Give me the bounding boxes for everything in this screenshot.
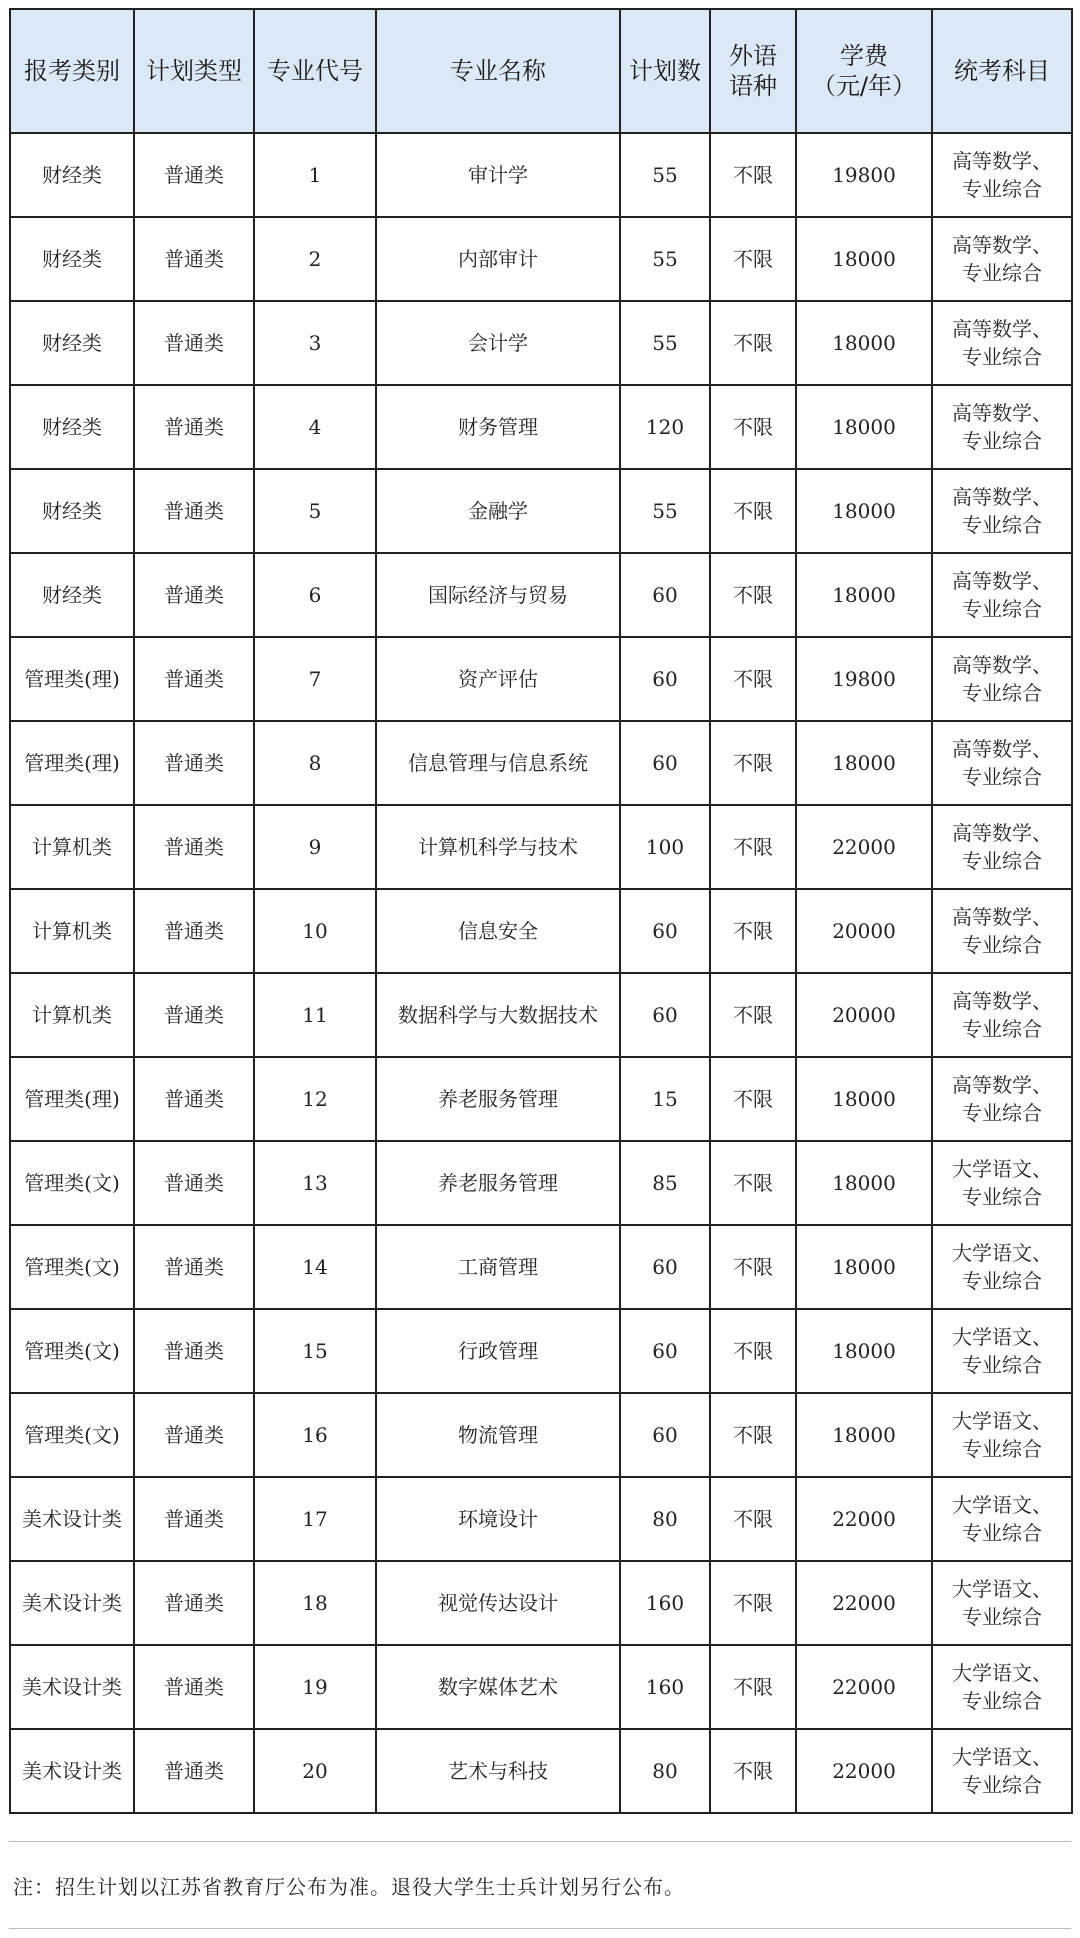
table-header (10, 9, 1072, 133)
cell-tuition: 18000 (796, 1309, 932, 1393)
cell-tuition: 18000 (796, 301, 932, 385)
cell-tuition: 18000 (796, 385, 932, 469)
subjects-line-2: 专业综合 (962, 1185, 1042, 1209)
cell-quota: 100 (620, 805, 710, 889)
cell-quota: 15 (620, 1057, 710, 1141)
cell-major: 数字媒体艺术 (376, 1645, 620, 1729)
cell-category: 财经类 (10, 385, 134, 469)
subjects-line-2: 专业综合 (962, 1353, 1042, 1377)
cell-quota: 60 (620, 1225, 710, 1309)
subjects-line-1: 高等数学、 (952, 1073, 1052, 1097)
cell-plan-type: 普通类 (134, 973, 254, 1057)
table-row (10, 1645, 1072, 1729)
cell-quota: 80 (620, 1477, 710, 1561)
cell-plan-type: 普通类 (134, 805, 254, 889)
cell-category: 美术设计类 (10, 1477, 134, 1561)
subjects-line-1: 高等数学、 (952, 401, 1052, 425)
cell-subjects (932, 805, 1072, 889)
cell-major: 艺术与科技 (376, 1729, 620, 1813)
cell-language: 不限 (710, 973, 796, 1057)
table-row (10, 217, 1072, 301)
cell-subjects (932, 553, 1072, 637)
subjects-line-2: 专业综合 (962, 1017, 1042, 1041)
table-row (10, 1057, 1072, 1141)
cell-language: 不限 (710, 1225, 796, 1309)
cell-tuition: 18000 (796, 721, 932, 805)
cell-category: 财经类 (10, 469, 134, 553)
cell-language: 不限 (710, 805, 796, 889)
cell-major: 财务管理 (376, 385, 620, 469)
cell-category: 计算机类 (10, 973, 134, 1057)
subjects-line-1: 高等数学、 (952, 149, 1052, 173)
cell-quota: 55 (620, 133, 710, 217)
subjects-line-1: 高等数学、 (952, 569, 1052, 593)
cell-code: 4 (254, 385, 376, 469)
subjects-line-2: 专业综合 (962, 1605, 1042, 1629)
cell-quota: 80 (620, 1729, 710, 1813)
cell-plan-type: 普通类 (134, 1309, 254, 1393)
cell-quota: 160 (620, 1645, 710, 1729)
cell-major: 审计学 (376, 133, 620, 217)
table-row (10, 385, 1072, 469)
cell-plan-type: 普通类 (134, 301, 254, 385)
cell-tuition: 18000 (796, 1393, 932, 1477)
table-row (10, 1477, 1072, 1561)
cell-plan-type: 普通类 (134, 217, 254, 301)
cell-major: 数据科学与大数据技术 (376, 973, 620, 1057)
cell-code: 7 (254, 637, 376, 721)
subjects-line-1: 大学语文、 (952, 1661, 1052, 1685)
table-row (10, 805, 1072, 889)
cell-category: 美术设计类 (10, 1561, 134, 1645)
cell-tuition: 22000 (796, 1561, 932, 1645)
subjects-line-1: 高等数学、 (952, 317, 1052, 341)
cell-code: 2 (254, 217, 376, 301)
cell-category: 管理类(文) (10, 1309, 134, 1393)
cell-subjects (932, 469, 1072, 553)
cell-language: 不限 (710, 1645, 796, 1729)
table-row (10, 1561, 1072, 1645)
cell-quota: 160 (620, 1561, 710, 1645)
subjects-line-2: 专业综合 (962, 849, 1042, 873)
cell-language: 不限 (710, 1393, 796, 1477)
cell-category: 财经类 (10, 217, 134, 301)
cell-code: 9 (254, 805, 376, 889)
footnote-text: 注：招生计划以江苏省教育厅公布为准。退役大学生士兵计划另行公布。 (13, 1874, 685, 1899)
subjects-line-2: 专业综合 (962, 513, 1042, 537)
subjects-line-1: 大学语文、 (952, 1493, 1052, 1517)
cell-code: 20 (254, 1729, 376, 1813)
cell-major: 养老服务管理 (376, 1057, 620, 1141)
cell-plan-type: 普通类 (134, 469, 254, 553)
cell-quota: 60 (620, 1393, 710, 1477)
cell-language: 不限 (710, 1141, 796, 1225)
subjects-line-2: 专业综合 (962, 177, 1042, 201)
cell-tuition: 18000 (796, 1141, 932, 1225)
cell-subjects (932, 721, 1072, 805)
cell-plan-type: 普通类 (134, 637, 254, 721)
cell-major: 金融学 (376, 469, 620, 553)
header-cell-category: 报考类别 (10, 9, 134, 133)
subjects-line-2: 专业综合 (962, 1101, 1042, 1125)
subjects-line-2: 专业综合 (962, 1773, 1042, 1797)
cell-subjects (932, 1309, 1072, 1393)
subjects-line-2: 专业综合 (962, 1689, 1042, 1713)
cell-subjects (932, 385, 1072, 469)
cell-subjects (932, 1729, 1072, 1813)
cell-major: 国际经济与贸易 (376, 553, 620, 637)
cell-tuition: 20000 (796, 889, 932, 973)
subjects-line-2: 专业综合 (962, 765, 1042, 789)
table-row (10, 1729, 1072, 1813)
cell-code: 12 (254, 1057, 376, 1141)
cell-subjects (932, 1057, 1072, 1141)
cell-quota: 60 (620, 1309, 710, 1393)
cell-language: 不限 (710, 889, 796, 973)
cell-plan-type: 普通类 (134, 1393, 254, 1477)
table-row (10, 1309, 1072, 1393)
cell-plan-type: 普通类 (134, 1057, 254, 1141)
cell-plan-type: 普通类 (134, 1729, 254, 1813)
cell-language: 不限 (710, 133, 796, 217)
cell-major: 工商管理 (376, 1225, 620, 1309)
cell-plan-type: 普通类 (134, 1225, 254, 1309)
cell-category: 管理类(理) (10, 721, 134, 805)
subjects-line-1: 大学语文、 (952, 1325, 1052, 1349)
table-row (10, 1141, 1072, 1225)
cell-major: 资产评估 (376, 637, 620, 721)
cell-language: 不限 (710, 301, 796, 385)
header-cell-code: 专业代号 (254, 9, 376, 133)
cell-category: 财经类 (10, 133, 134, 217)
cell-language: 不限 (710, 637, 796, 721)
cell-subjects (932, 301, 1072, 385)
cell-tuition: 20000 (796, 973, 932, 1057)
subjects-line-2: 专业综合 (962, 681, 1042, 705)
cell-subjects (932, 637, 1072, 721)
cell-code: 13 (254, 1141, 376, 1225)
subjects-line-2: 专业综合 (962, 1437, 1042, 1461)
cell-code: 10 (254, 889, 376, 973)
subjects-line-2: 专业综合 (962, 1521, 1042, 1545)
cell-tuition: 19800 (796, 637, 932, 721)
cell-code: 16 (254, 1393, 376, 1477)
subjects-line-1: 高等数学、 (952, 653, 1052, 677)
cell-tuition: 22000 (796, 1645, 932, 1729)
cell-language: 不限 (710, 1561, 796, 1645)
cell-category: 管理类(理) (10, 637, 134, 721)
cell-major: 视觉传达设计 (376, 1561, 620, 1645)
cell-language: 不限 (710, 1477, 796, 1561)
header-cell-quota: 计划数 (620, 9, 710, 133)
subjects-line-1: 大学语文、 (952, 1157, 1052, 1181)
subjects-line-1: 大学语文、 (952, 1745, 1052, 1769)
cell-plan-type: 普通类 (134, 1141, 254, 1225)
cell-tuition: 18000 (796, 553, 932, 637)
subjects-line-2: 专业综合 (962, 1269, 1042, 1293)
cell-plan-type: 普通类 (134, 133, 254, 217)
cell-plan-type: 普通类 (134, 1645, 254, 1729)
footnote (9, 1841, 1071, 1929)
enrollment-plan-table-container (9, 8, 1071, 1814)
cell-code: 1 (254, 133, 376, 217)
table-row (10, 973, 1072, 1057)
cell-quota: 60 (620, 889, 710, 973)
subjects-line-1: 大学语文、 (952, 1409, 1052, 1433)
subjects-line-2: 专业综合 (962, 597, 1042, 621)
cell-major: 计算机科学与技术 (376, 805, 620, 889)
cell-tuition: 18000 (796, 469, 932, 553)
cell-tuition: 18000 (796, 1057, 932, 1141)
cell-plan-type: 普通类 (134, 889, 254, 973)
cell-plan-type: 普通类 (134, 553, 254, 637)
table-row (10, 133, 1072, 217)
subjects-line-1: 高等数学、 (952, 737, 1052, 761)
cell-tuition: 18000 (796, 217, 932, 301)
subjects-line-1: 高等数学、 (952, 989, 1052, 1013)
cell-subjects (932, 1645, 1072, 1729)
subjects-line-2: 专业综合 (962, 429, 1042, 453)
enrollment-plan-table (9, 8, 1073, 1814)
cell-category: 管理类(文) (10, 1225, 134, 1309)
cell-tuition: 22000 (796, 805, 932, 889)
header-cell-language: 外语 语种 (710, 9, 796, 133)
cell-category: 管理类(文) (10, 1393, 134, 1477)
cell-code: 8 (254, 721, 376, 805)
subjects-line-1: 高等数学、 (952, 821, 1052, 845)
table-row (10, 301, 1072, 385)
cell-major: 行政管理 (376, 1309, 620, 1393)
cell-plan-type: 普通类 (134, 1561, 254, 1645)
table-row (10, 1393, 1072, 1477)
cell-language: 不限 (710, 385, 796, 469)
cell-quota: 60 (620, 637, 710, 721)
subjects-line-1: 高等数学、 (952, 905, 1052, 929)
table-row (10, 553, 1072, 637)
subjects-line-2: 专业综合 (962, 345, 1042, 369)
table-body (10, 133, 1072, 1813)
cell-code: 3 (254, 301, 376, 385)
cell-language: 不限 (710, 469, 796, 553)
cell-major: 环境设计 (376, 1477, 620, 1561)
cell-language: 不限 (710, 217, 796, 301)
cell-major: 会计学 (376, 301, 620, 385)
cell-language: 不限 (710, 553, 796, 637)
cell-code: 15 (254, 1309, 376, 1393)
header-cell-tuition: 学费 （元/年） (796, 9, 932, 133)
cell-quota: 55 (620, 301, 710, 385)
cell-category: 管理类(文) (10, 1141, 134, 1225)
table-row (10, 721, 1072, 805)
cell-subjects (932, 1225, 1072, 1309)
cell-tuition: 22000 (796, 1477, 932, 1561)
cell-category: 计算机类 (10, 889, 134, 973)
cell-language: 不限 (710, 1309, 796, 1393)
cell-quota: 85 (620, 1141, 710, 1225)
cell-tuition: 22000 (796, 1729, 932, 1813)
cell-code: 17 (254, 1477, 376, 1561)
subjects-line-1: 大学语文、 (952, 1577, 1052, 1601)
cell-quota: 55 (620, 217, 710, 301)
header-cell-major: 专业名称 (376, 9, 620, 133)
header-cell-subjects: 统考科目 (932, 9, 1072, 133)
cell-plan-type: 普通类 (134, 721, 254, 805)
cell-subjects (932, 133, 1072, 217)
cell-subjects (932, 1141, 1072, 1225)
cell-code: 6 (254, 553, 376, 637)
header-cell-plan-type: 计划类型 (134, 9, 254, 133)
subjects-line-2: 专业综合 (962, 261, 1042, 285)
cell-subjects (932, 889, 1072, 973)
cell-category: 计算机类 (10, 805, 134, 889)
cell-major: 内部审计 (376, 217, 620, 301)
subjects-line-1: 高等数学、 (952, 233, 1052, 257)
subjects-line-1: 大学语文、 (952, 1241, 1052, 1265)
cell-plan-type: 普通类 (134, 385, 254, 469)
cell-subjects (932, 1561, 1072, 1645)
cell-plan-type: 普通类 (134, 1477, 254, 1561)
cell-code: 14 (254, 1225, 376, 1309)
cell-category: 财经类 (10, 553, 134, 637)
cell-major: 物流管理 (376, 1393, 620, 1477)
cell-major: 信息安全 (376, 889, 620, 973)
table-row (10, 637, 1072, 721)
header-row (10, 9, 1072, 133)
cell-category: 美术设计类 (10, 1729, 134, 1813)
cell-subjects (932, 1393, 1072, 1477)
subjects-line-2: 专业综合 (962, 933, 1042, 957)
cell-code: 11 (254, 973, 376, 1057)
cell-category: 美术设计类 (10, 1645, 134, 1729)
cell-quota: 60 (620, 721, 710, 805)
cell-category: 财经类 (10, 301, 134, 385)
cell-language: 不限 (710, 721, 796, 805)
cell-category: 管理类(理) (10, 1057, 134, 1141)
cell-major: 信息管理与信息系统 (376, 721, 620, 805)
cell-tuition: 19800 (796, 133, 932, 217)
cell-code: 19 (254, 1645, 376, 1729)
table-row (10, 1225, 1072, 1309)
cell-language: 不限 (710, 1729, 796, 1813)
cell-code: 18 (254, 1561, 376, 1645)
table-row (10, 469, 1072, 553)
cell-language: 不限 (710, 1057, 796, 1141)
table-row (10, 889, 1072, 973)
cell-tuition: 18000 (796, 1225, 932, 1309)
cell-quota: 60 (620, 973, 710, 1057)
cell-quota: 120 (620, 385, 710, 469)
cell-code: 5 (254, 469, 376, 553)
subjects-line-1: 高等数学、 (952, 485, 1052, 509)
cell-subjects (932, 973, 1072, 1057)
cell-subjects (932, 217, 1072, 301)
cell-quota: 60 (620, 553, 710, 637)
cell-quota: 55 (620, 469, 710, 553)
cell-major: 养老服务管理 (376, 1141, 620, 1225)
cell-subjects (932, 1477, 1072, 1561)
